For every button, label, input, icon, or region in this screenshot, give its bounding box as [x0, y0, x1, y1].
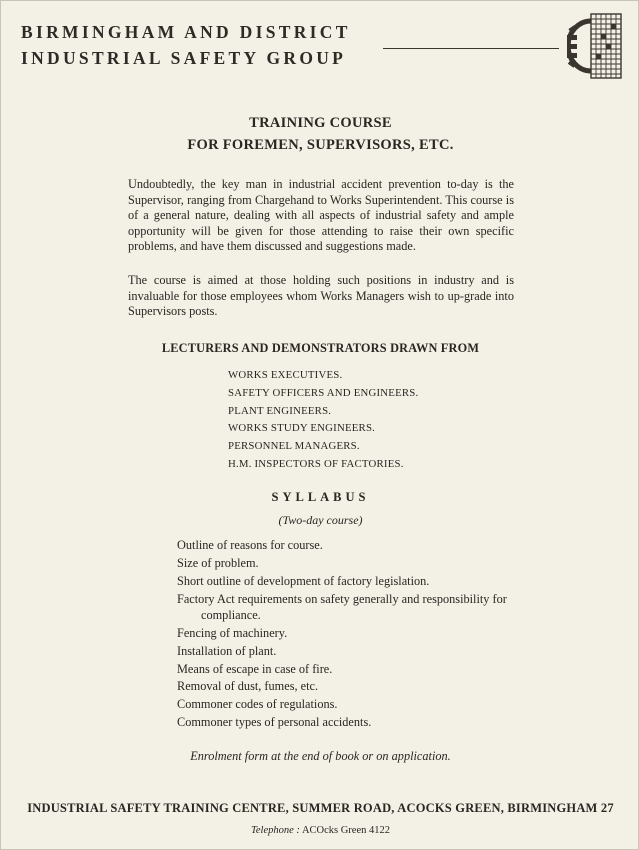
syllabus-item: Removal of dust, fumes, etc.: [177, 679, 319, 694]
syllabus-item: Factory Act requirements on safety generally and responsibility for compliance.: [177, 591, 507, 622]
telephone-label: Telephone :: [250, 825, 300, 836]
syllabus-item: Size of problem.: [177, 555, 259, 570]
org-line-1: BIRMINGHAM AND DISTRICT: [21, 22, 351, 42]
syllabus-item: Means of escape in case of fire.: [177, 661, 333, 676]
lecturer-item: H.M. INSPECTORS OF FACTORIES.: [228, 457, 404, 470]
lecturer-item: WORKS EXECUTIVES.: [228, 369, 343, 381]
syllabus-item: Outline of reasons for course.: [177, 538, 323, 552]
telephone-line: [1, 825, 639, 836]
telephone-number: ACOcks Green 4122: [301, 825, 391, 836]
syllabus-item: Fencing of machinery.: [177, 625, 288, 640]
audience-paragraph: The course is aimed at those holding such positions in industry and is invaluable for those employees whom Works Managers wish to up-grade into Supervisors posts.: [128, 273, 514, 319]
enrolment-note: Enrolment form at the end of book or on application.: [190, 749, 451, 763]
intro-paragraph: Undoubtedly, the key man in industrial accident prevention to-day is the Supervisor, ranging from Chargehand to Works Superintendent. This course is of a general nature, dealing with all aspects of industrial safety and ample opportunity will be given for those attending to raise their own specific problems, and have them discussed and suggestions made.: [128, 177, 514, 254]
training-centre-address: INDUSTRIAL SAFETY TRAINING CENTRE, SUMMER ROAD, ACOCKS GREEN, BIRMINGHAM 27: [27, 801, 614, 815]
lecturers-heading: LECTURERS AND DEMONSTRATORS DRAWN FROM: [161, 341, 480, 355]
lecturer-item: PLANT ENGINEERS.: [228, 404, 332, 417]
syllabus-subheading: (Two-day course): [278, 513, 363, 527]
syllabus-list: [177, 538, 527, 733]
lecturers-list: [228, 367, 418, 474]
course-title-line-1: TRAINING COURSE: [249, 115, 392, 131]
course-title-line-2: FOR FOREMEN, SUPERVISORS, ETC.: [187, 137, 454, 153]
syllabus-item: Installation of plant.: [177, 643, 277, 658]
lecturer-item: SAFETY OFFICERS AND ENGINEERS.: [228, 386, 419, 399]
syllabus-item: Short outline of development of factory legislation.: [177, 573, 430, 588]
org-line-2: INDUSTRIAL SAFETY GROUP: [21, 48, 347, 68]
syllabus-item: Commoner codes of regulations.: [177, 697, 338, 712]
header-rule: [383, 48, 559, 49]
lecturer-item: PERSONNEL MANAGERS.: [228, 440, 360, 453]
syllabus-item: Commoner types of personal accidents.: [177, 715, 372, 730]
lecturer-item: WORKS STUDY ENGINEERS.: [228, 422, 376, 435]
gear-grid-logo-icon: [567, 11, 623, 81]
syllabus-heading: SYLLABUS: [271, 490, 370, 504]
organisation-name: [21, 19, 351, 71]
